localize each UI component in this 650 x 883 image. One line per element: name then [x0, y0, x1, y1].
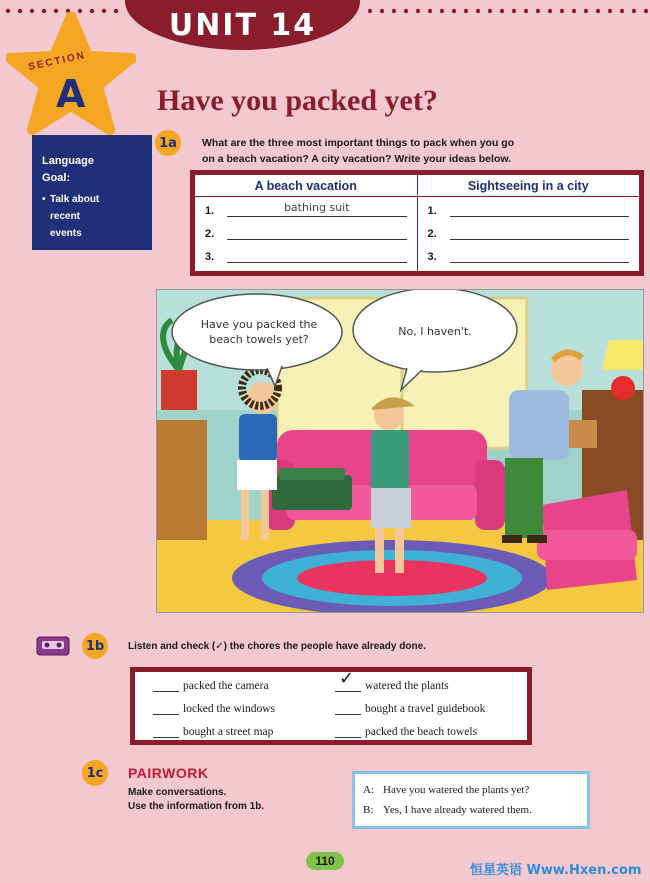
watermark: 恒星英语 Www.Hxen.com [470, 863, 642, 878]
goal-item-line3: events [50, 228, 82, 239]
section-letter: A [56, 72, 86, 116]
section-label: SECTION [27, 50, 87, 73]
pairwork-instruction [128, 786, 264, 814]
check-mark-icon: ✓ [339, 668, 355, 689]
beach-item-1-field[interactable]: bathing suit [227, 201, 407, 217]
speech-bubble-woman [179, 317, 339, 347]
bubble1-line2: beach towels yet? [209, 333, 309, 346]
chore-label: watered the plants [365, 680, 449, 692]
city-item-3-field[interactable] [450, 247, 630, 263]
goal-item-line2: recent [50, 211, 81, 222]
beach-column-header: A beach vacation [195, 175, 417, 197]
row-number: 3. [205, 251, 215, 263]
unit-banner [125, 0, 360, 50]
checkbox-blank[interactable] [335, 726, 361, 738]
checkbox-blank[interactable] [335, 703, 361, 715]
conversation-box [352, 771, 590, 829]
goal-item-line1: • Talk about [50, 194, 100, 205]
goal-item [42, 191, 142, 242]
chore-item[interactable] [153, 703, 275, 715]
beach-item-3-field[interactable] [227, 247, 407, 263]
row-number: 1. [205, 205, 215, 217]
chore-item[interactable] [335, 703, 485, 715]
exercise-1a-badge: 1a [155, 130, 181, 156]
city-item-1-field[interactable] [450, 201, 630, 217]
living-room-illustration [156, 289, 644, 613]
city-column [418, 175, 640, 271]
pairwork-line1: Make conversations. [128, 787, 227, 798]
beach-item-2-field[interactable] [227, 224, 407, 240]
city-item-2-field[interactable] [450, 224, 630, 240]
chore-item[interactable] [153, 726, 273, 738]
row-number: 2. [427, 228, 437, 240]
chore-label: packed the camera [183, 680, 269, 692]
chore-label: bought a street map [183, 726, 274, 738]
page-number: 110 [306, 852, 344, 870]
instruction-1a-line1: What are the three most important things to pack when you go [202, 137, 515, 149]
speech-bubble-boy: No, I haven't. [398, 325, 472, 338]
chore-label: packed the beach towels [365, 726, 478, 738]
goal-title-line2: Goal: [42, 172, 71, 184]
chore-item[interactable] [335, 668, 449, 692]
unit-title: UNIT 14 [168, 7, 317, 43]
bubble1-line1: Have you packed the [200, 318, 318, 331]
chore-label: locked the windows [183, 703, 275, 715]
chores-checklist [130, 667, 532, 745]
speaker-b: B: [363, 804, 374, 816]
checkbox-blank[interactable] [335, 668, 361, 692]
speaker-a: A: [363, 784, 374, 796]
checkbox-blank[interactable] [153, 726, 179, 738]
city-column-header: Sightseeing in a city [418, 175, 640, 197]
row-number: 3. [427, 251, 437, 263]
chore-item[interactable] [153, 680, 269, 692]
goal-title-line1: Language [42, 155, 94, 167]
exercise-1b-badge: 1b [82, 633, 108, 659]
packing-table [190, 170, 644, 276]
exercise-1b-instruction: Listen and check (✓) the chores the people have already done. [128, 641, 426, 652]
lesson-title: Have you packed yet? [157, 84, 438, 117]
chore-label: bought a travel guidebook [365, 703, 486, 715]
checkbox-blank[interactable] [153, 703, 179, 715]
line-b: Yes, I have already watered them. [383, 804, 532, 816]
chore-item[interactable] [335, 726, 477, 738]
row-number: 2. [205, 228, 215, 240]
instruction-1a-line2: on a beach vacation? A city vacation? Write your ideas below. [202, 153, 512, 165]
exercise-1c-badge: 1c [82, 760, 108, 786]
exercise-1a-instruction [202, 135, 514, 167]
language-goal-box [32, 135, 152, 250]
checkbox-blank[interactable] [153, 680, 179, 692]
line-a: Have you watered the plants yet? [383, 784, 530, 796]
pairwork-line2: Use the information from 1b. [128, 801, 265, 812]
cassette-icon[interactable] [36, 636, 70, 656]
pairwork-title: PAIRWORK [128, 765, 209, 781]
row-number: 1. [427, 205, 437, 217]
beach-column [195, 175, 418, 271]
